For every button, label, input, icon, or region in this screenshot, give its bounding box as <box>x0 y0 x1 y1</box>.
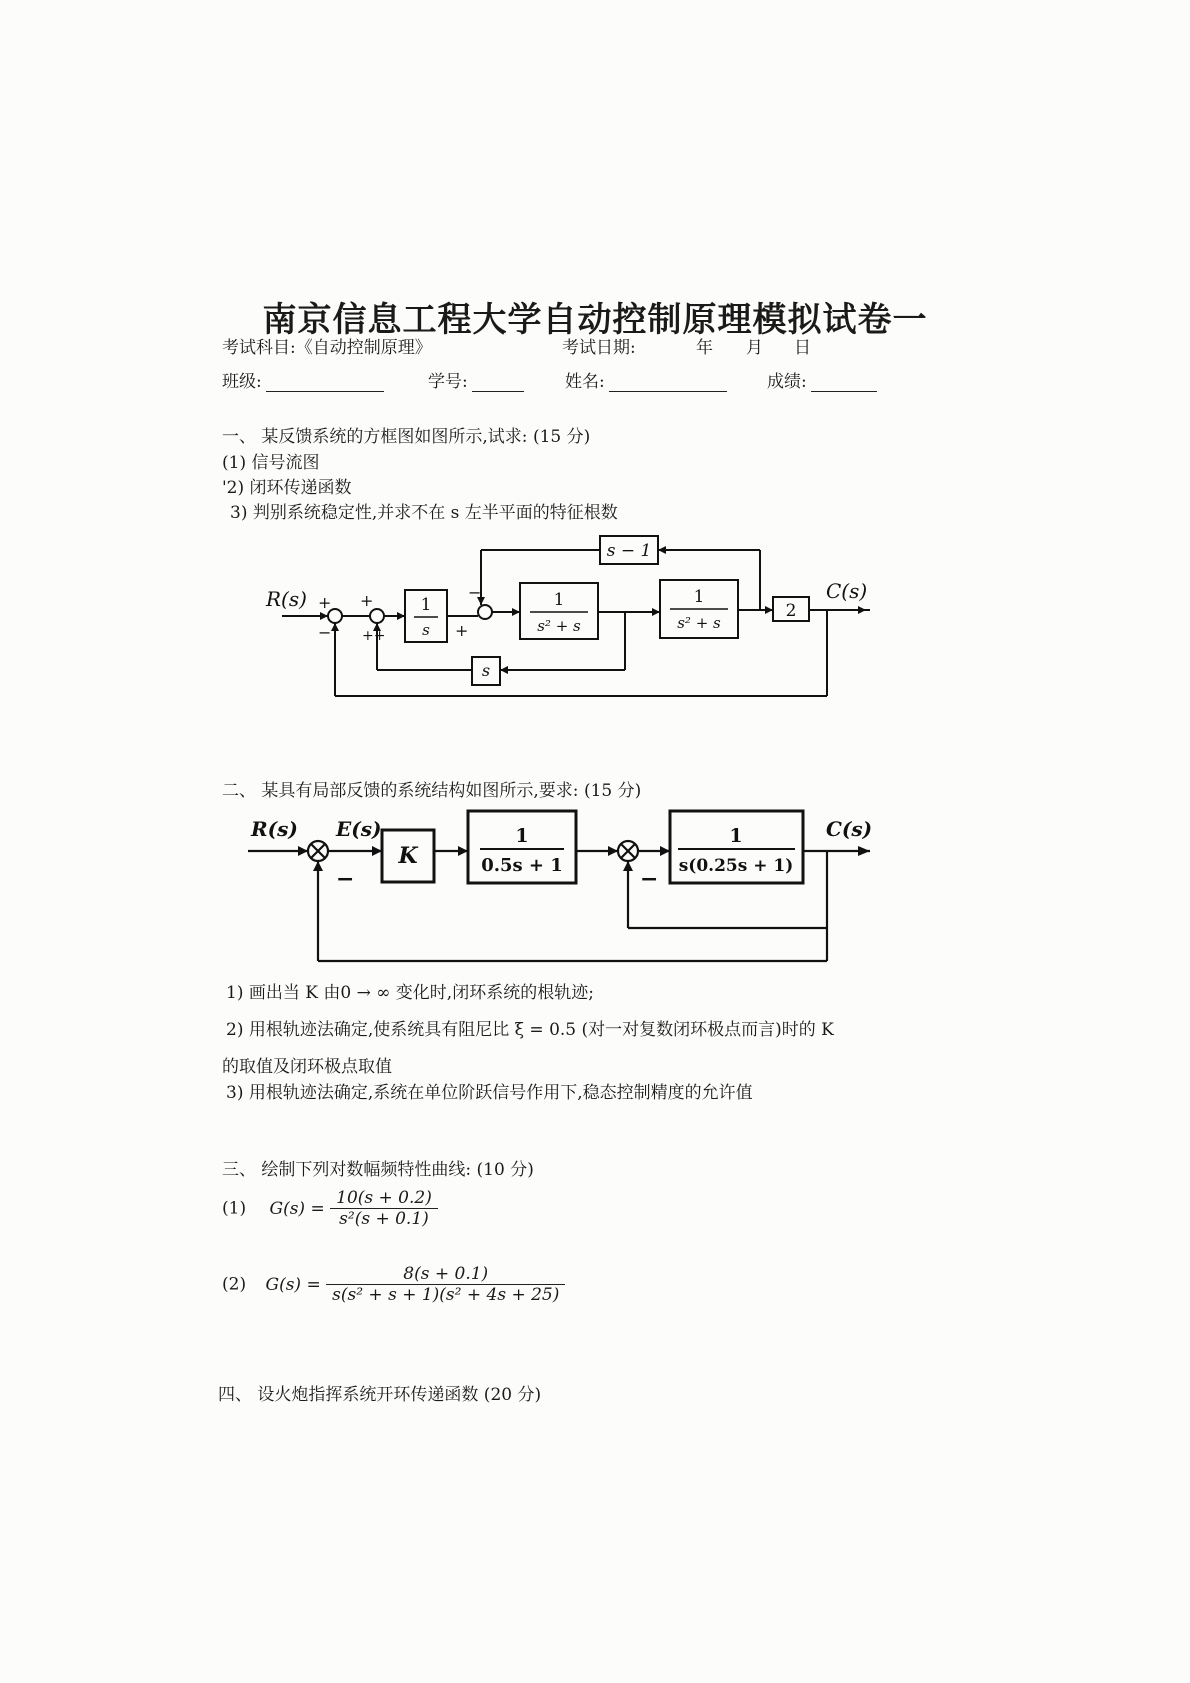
q2-item-2: 2) 用根轨迹法确定,使系统具有阻尼比 ξ = 0.5 (对一对复数闭环极点而言)时的 K <box>226 1020 834 1040</box>
q1-item-1: (1) 信号流图 <box>222 453 320 473</box>
q3-f2-numerator: 8(s + 0.1) <box>403 1264 489 1284</box>
q1-block2-den: s² + s <box>537 617 581 635</box>
q2-input-label: R(s) <box>251 817 298 841</box>
score-label: 成绩: <box>767 372 807 392</box>
q1-item-3: 3) 判别系统稳定性,并求不在 s 左半平面的特征根数 <box>230 503 618 523</box>
q2-item-1: 1) 画出当 K 由0 → ∞ 变化时,闭环系统的根轨迹; <box>226 983 594 1003</box>
exam-subject: 考试科目:《自动控制原理》 <box>222 338 432 358</box>
exam-date-year: 年 <box>696 338 713 358</box>
q1-sign-6: − <box>468 583 482 602</box>
q3-f2-denominator: s(s² + s + 1)(s² + 4s + 25) <box>326 1284 565 1305</box>
q2-block3-num: 1 <box>729 825 743 847</box>
q1-block1-num: 1 <box>420 595 432 615</box>
q1-heading: 一、 某反馈系统的方框图如图所示,试求: (15 分) <box>222 427 591 447</box>
q2-error-label: E(s) <box>336 817 382 841</box>
q3-heading: 三、 绘制下列对数幅频特性曲线: (10 分) <box>222 1160 534 1180</box>
q3-f1-lhs: G(s) = <box>269 1198 325 1219</box>
q3-f2-label: (2) <box>222 1274 247 1295</box>
q1-block3-den: s² + s <box>677 614 721 632</box>
q1-feedback-mid: s <box>481 661 491 680</box>
exam-date-label: 考试日期: <box>562 338 636 358</box>
q1-block4: 2 <box>785 601 797 621</box>
q3-f1-denominator: s²(s + 0.1) <box>330 1208 438 1229</box>
page-title: 南京信息工程大学自动控制原理模拟试卷一 <box>262 300 928 340</box>
q2-minus-2: − <box>640 866 659 892</box>
q3-f1-label: (1) <box>222 1198 247 1219</box>
q1-sign-2: − <box>318 623 332 642</box>
q1-sign-4: ++ <box>362 628 386 644</box>
q1-block1-den: s <box>422 621 430 639</box>
q1-sign-1: + <box>318 593 332 612</box>
q2-minus-1: − <box>336 866 355 892</box>
exam-date-month: 月 <box>746 338 763 358</box>
q2-item-2-cont: 的取值及闭环极点取值 <box>222 1057 392 1077</box>
class-label: 班级: <box>222 372 262 392</box>
q3-f1-numerator: 10(s + 0.2) <box>336 1188 432 1208</box>
q2-gain-k: K <box>398 843 418 869</box>
q1-feedback-top: s − 1 <box>606 541 652 561</box>
q1-sign-3: + <box>360 591 374 610</box>
student-id-label: 学号: <box>428 372 468 392</box>
q1-input-label: R(s) <box>266 587 307 611</box>
q2-heading: 二、 某具有局部反馈的系统结构如图所示,要求: (15 分) <box>222 781 642 801</box>
q3-formula-2 <box>222 1264 565 1305</box>
q1-sign-5: + <box>455 621 469 640</box>
q2-block3-den: s(0.25s + 1) <box>678 856 794 876</box>
q4-heading: 四、 设火炮指挥系统开环传递函数 (20 分) <box>218 1385 542 1405</box>
q1-output-label: C(s) <box>826 579 868 603</box>
q1-block2-num: 1 <box>553 590 565 610</box>
q3-formula-1 <box>222 1188 438 1229</box>
name-label: 姓名: <box>565 372 605 392</box>
q1-block3-num: 1 <box>693 587 705 607</box>
q2-block2-den: 0.5s + 1 <box>481 855 563 876</box>
q1-item-2: '2) 闭环传递函数 <box>222 478 352 498</box>
exam-date-day: 日 <box>794 338 811 358</box>
q2-item-3: 3) 用根轨迹法确定,系统在单位阶跃信号作用下,稳态控制精度的允许值 <box>226 1083 753 1103</box>
q3-f2-lhs: G(s) = <box>265 1274 321 1295</box>
q2-output-label: C(s) <box>826 817 873 841</box>
q2-block2-num: 1 <box>515 825 529 847</box>
